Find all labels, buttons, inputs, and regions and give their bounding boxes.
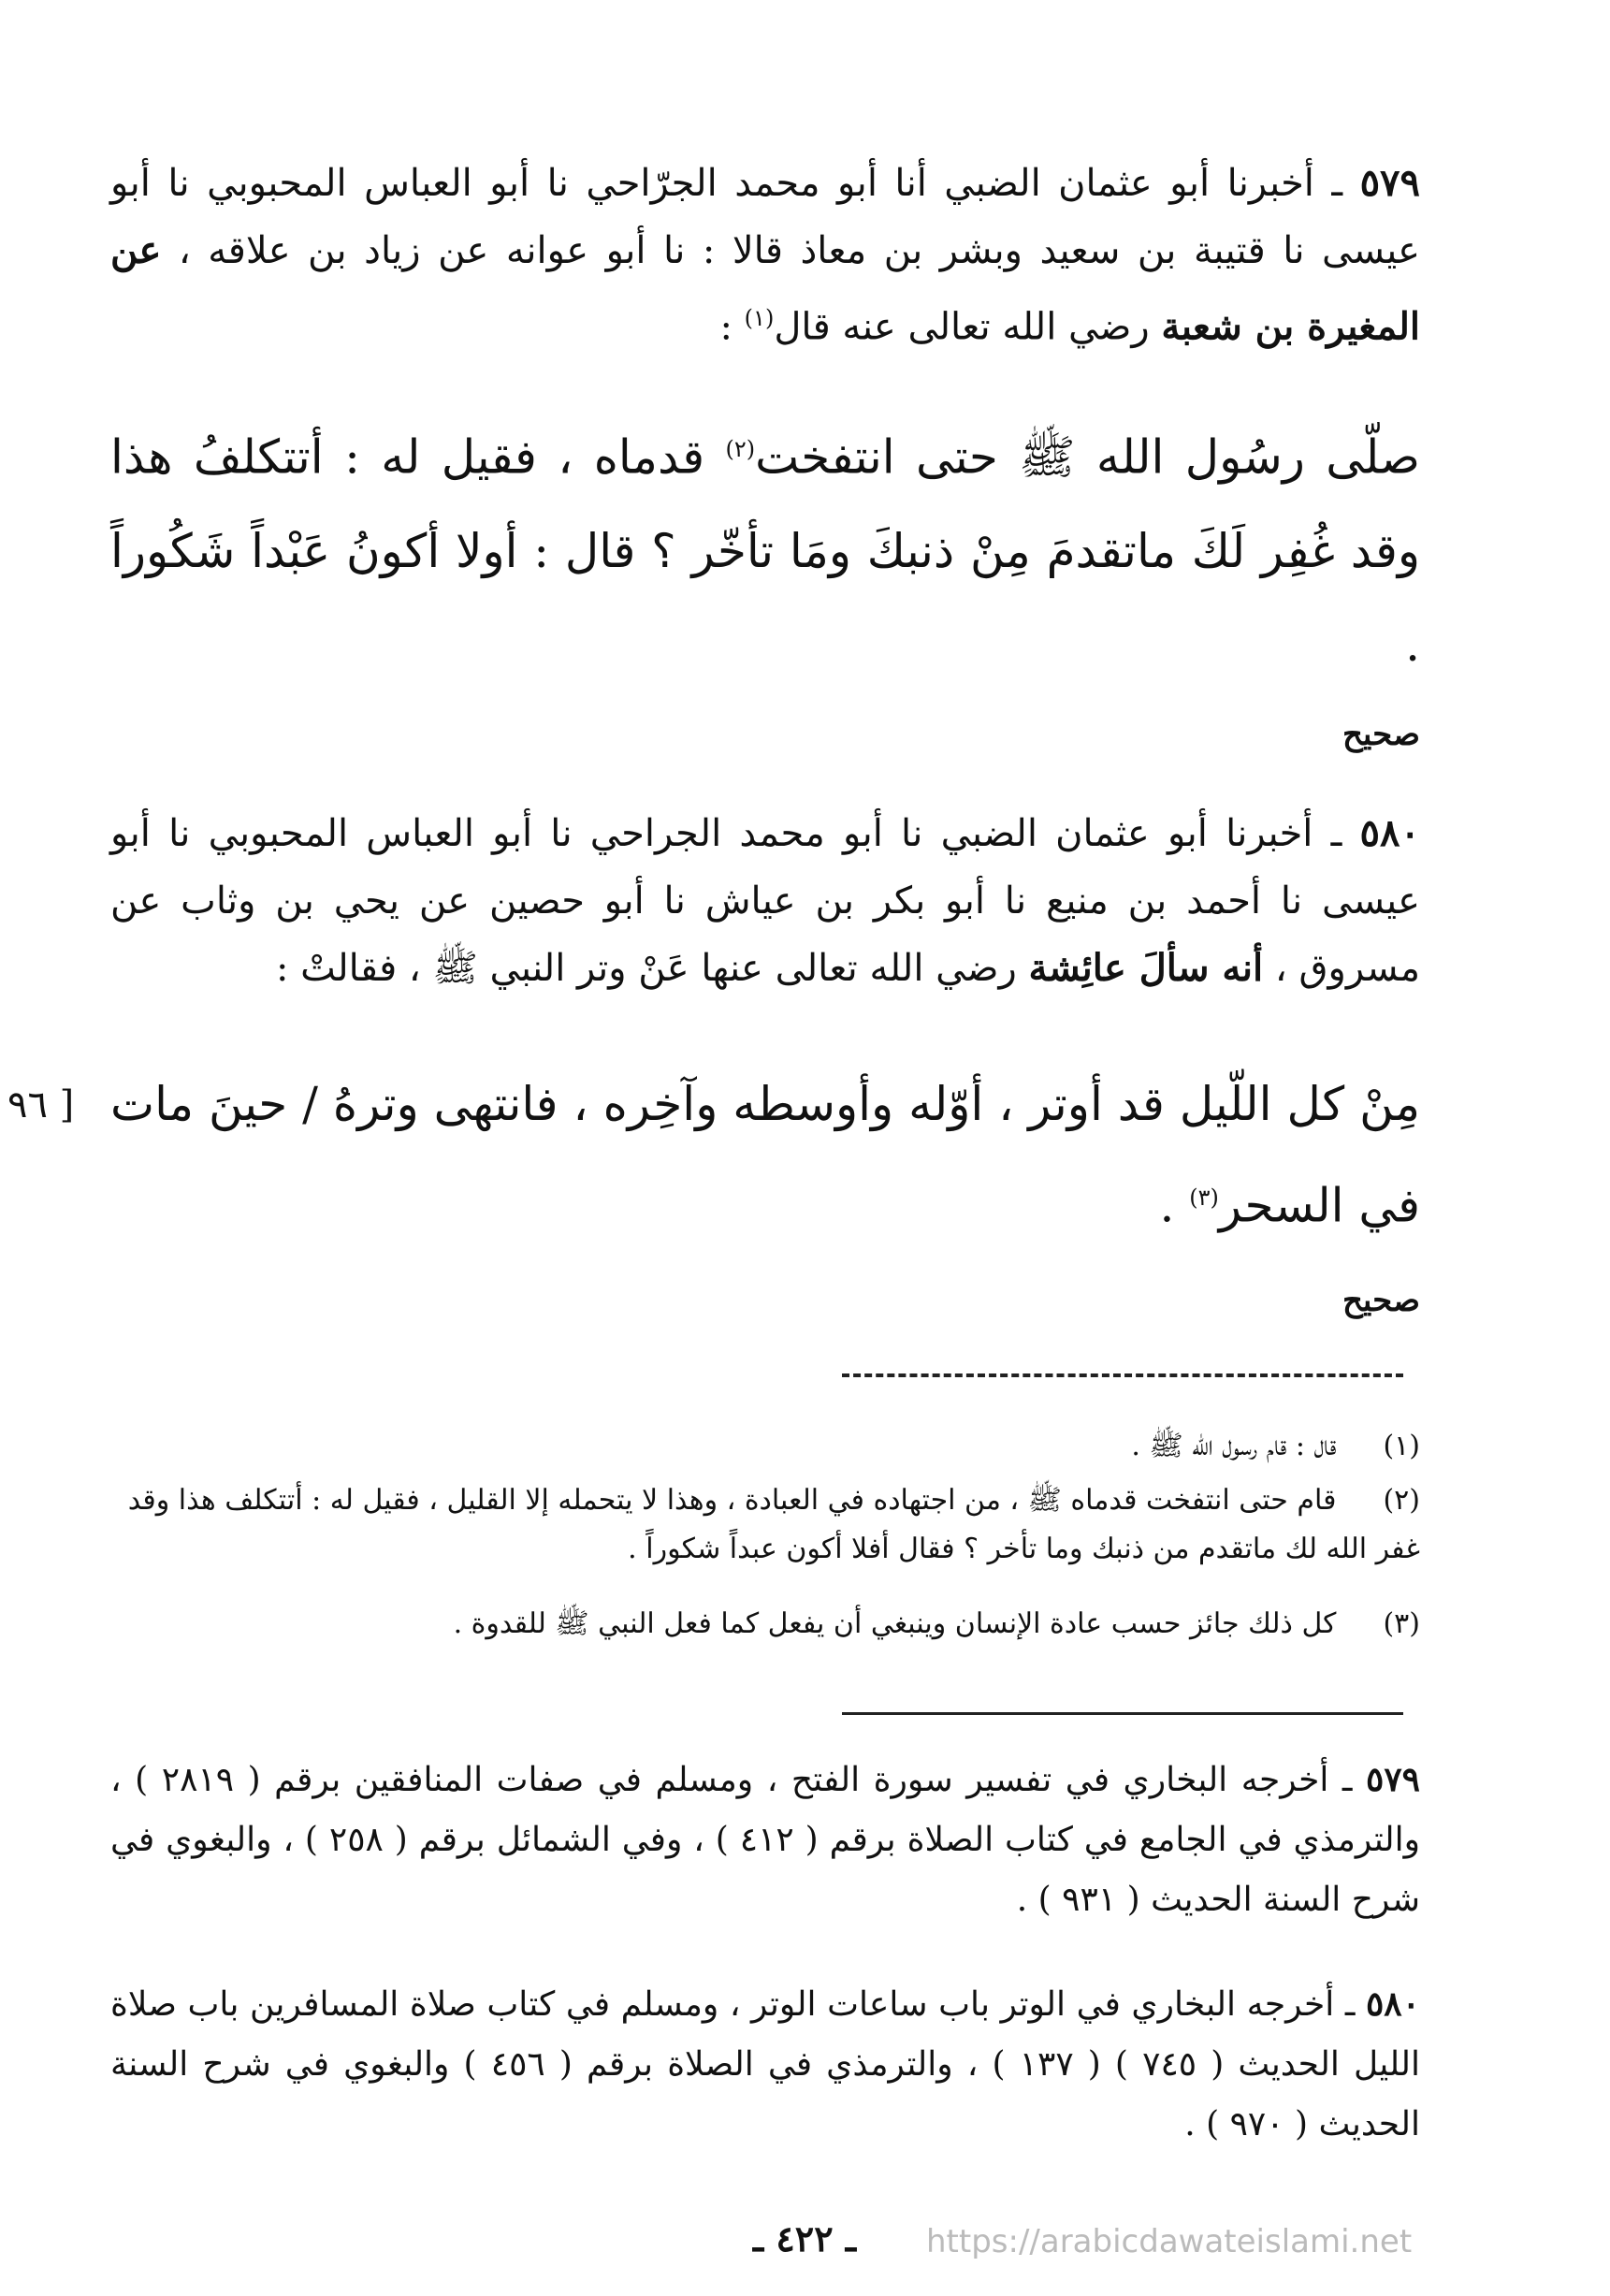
takhrij-text: ـ أخرجه البخاري في الوتر باب ساعات الوتر ، ومسلم في كتاب صلاة المسافرين باب صلاة الليل الحديث ( ٧٤٥ ) ( ١٣٧ ) ، والترمذي في الصلاة برقم ( ٤٥٦ ) والبغوي في شرح السنة الحديث ( ٩٧٠ ) . xyxy=(110,1985,1421,2143)
footnote-separator xyxy=(842,1373,1403,1377)
isnad-narrator: عن المغيرة بن شعبة xyxy=(110,228,1420,349)
hadith-number: ٥٨٠ xyxy=(1359,811,1420,855)
footnote-ref: (٣) xyxy=(1189,1184,1219,1211)
page-number: ـ ٤٢٢ ـ xyxy=(753,2217,856,2260)
hadith-580-isnad xyxy=(110,800,1420,1002)
takhrij-number: ٥٧٩ xyxy=(1365,1760,1420,1799)
isnad-narrator: أنه سألَ عائِشة xyxy=(1028,946,1264,990)
footnote-number: (٢) xyxy=(1383,1484,1420,1517)
hadith-580-grade: صحيح xyxy=(1342,1282,1420,1319)
isnad-text: رضي الله تعالى عنه قال xyxy=(774,305,1150,349)
isnad-text: رضي الله تعالى عنها عَنْ وتر النبي ﷺ ، فقالتْ : xyxy=(275,947,1017,990)
footnote-text: كل ذلك جائز حسب عادة الإنسان وينبغي أن يفعل كما فعل النبي ﷺ للقدوة . xyxy=(453,1607,1337,1640)
takhrij-number: ٥٨٠ xyxy=(1365,1984,1420,2024)
hadith-579-matn xyxy=(110,402,1420,691)
takhrij-separator xyxy=(842,1712,1403,1715)
matn-text: مِنْ كل اللّيل قد أوتر ، أوّله وأوسطه وآخِره ، فانتهى وترهُ / حينَ مات في السحر xyxy=(110,1077,1420,1233)
hadith-580-matn xyxy=(110,1057,1420,1253)
hadith-number: ٥٧٩ xyxy=(1359,161,1421,205)
footnote-text: قام حتى انتفخت قدماه ﷺ ، من اجتهاده في العبادة ، وهذا لا يتحمله إلا القليل ، فقيل له : أتتكلف هذا وقد غفر الله لك ماتقدم من ذنبك وما تأخر ؟ فقال أفلا أكون عبداً شكوراً . xyxy=(127,1484,1420,1565)
footnote-number: (١) xyxy=(1383,1430,1420,1462)
hadith-579-grade: صحيح xyxy=(1342,716,1420,753)
hadith-579-isnad xyxy=(110,150,1420,360)
footnote-number: (٣) xyxy=(1383,1607,1420,1640)
matn-text: صلّى رسُول الله ﷺ حتى انتفخت xyxy=(755,429,1420,485)
matn-text: . xyxy=(1159,1178,1175,1233)
takhrij-580 xyxy=(110,1974,1420,2155)
takhrij-579 xyxy=(110,1750,1420,1930)
footnote-2 xyxy=(110,1476,1420,1574)
footnote-1 xyxy=(110,1422,1420,1471)
margin-page-marker: [ ٩٦ xyxy=(7,1083,75,1126)
isnad-text: ـ أخبرنا أبو عثمان الضبي نا أبو محمد الجراحي نا أبو العباس المحبوبي نا أبو عيسى نا أحمد بن منيع نا أبو بكر بن عياش نا أبو حصين عن يحي بن وثاب عن مسروق ، xyxy=(110,812,1420,990)
matn-text: قدماه ، فقيل له : أتتكلفُ هذا وقد غُفِر لَكَ ماتقدمَ مِنْ ذنبكَ ومَا تأخّر ؟ قال : أولا أكونُ عَبْداً شَكُوراً . xyxy=(110,429,1420,672)
isnad-text: : xyxy=(719,305,732,349)
takhrij-text: ـ أخرجه البخاري في تفسير سورة الفتح ، ومسلم في صفات المنافقين برقم ( ٢٨١٩ ) ، والترمذي في الجامع في كتاب الصلاة برقم ( ٤١٢ ) ، وفي الشمائل برقم ( ٢٥٨ ) ، والبغوي في شرح السنة الحديث ( ٩٣١ ) . xyxy=(110,1761,1420,1919)
footnote-text: قال : قام رسول الله ﷺ . xyxy=(1131,1430,1337,1462)
footnote-3 xyxy=(110,1600,1420,1649)
watermark-url: https://arabicdawateislami.net xyxy=(926,2223,1413,2260)
isnad-text: ـ أخبرنا أبو عثمان الضبي أنا أبو محمد الجرّاحي نا أبو العباس المحبوبي نا أبو عيسى نا قتيبة بن سعيد وبشر بن معاذ قالا : نا أبو عوانه عن زياد بن علاقه ، xyxy=(110,162,1421,272)
footnote-ref: (٢) xyxy=(725,436,756,462)
footnote-ref: (١) xyxy=(744,305,775,331)
